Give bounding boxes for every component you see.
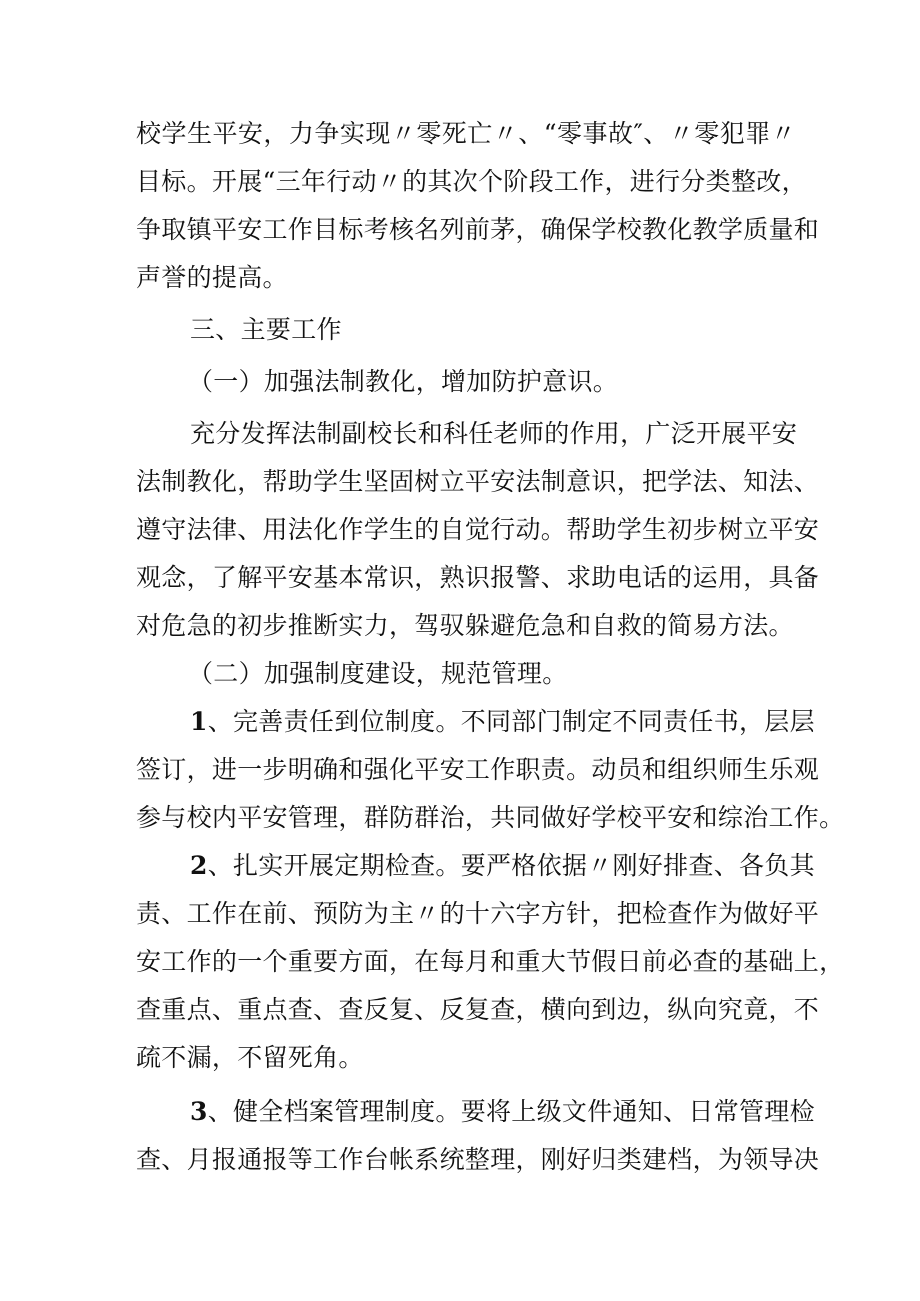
paragraph-line: 法制教化，帮助学生坚固树立平安法制意识，把学法、知法、 — [136, 467, 820, 496]
numbered-paragraph-line — [190, 1092, 815, 1132]
paragraph-line: 目标。开展“三年行动〃的其次个阶段工作，进行分类整改， — [136, 167, 807, 196]
item-text: 、扎实开展定期检查。要严格依据〃刚好排查、各负其 — [207, 851, 815, 880]
paragraph-line: 充分发挥法制副校长和科任老师的作用，广泛开展平安 — [190, 419, 798, 448]
item-number: 1 — [190, 707, 208, 736]
paragraph-line: 争取镇平安工作目标考核名列前茅，确保学校教化教学质量和 — [136, 215, 820, 244]
paragraph-line: 疏不漏，不留死角。 — [136, 1043, 364, 1072]
subsection-heading: （二）加强制度建设，规范管理。 — [188, 659, 568, 688]
paragraph-line: 对危急的初步推断实力，驾驭躲避危急和自救的简易方法。 — [136, 611, 794, 640]
paragraph-line: 参与校内平安管理，群防群治，共同做好学校平安和综治工作。 — [136, 803, 845, 832]
paragraph-line: 签订，进一步明确和强化平安工作职责。动员和组织师生乐观 — [136, 755, 820, 784]
paragraph-line: 观念，了解平安基本常识，熟识报警、求助电话的运用，具备 — [136, 563, 820, 592]
item-number: 2 — [190, 851, 208, 880]
item-text: 、健全档案管理制度。要将上级文件通知、日常管理检 — [207, 1097, 815, 1126]
paragraph-line: 声誉的提高。 — [136, 263, 288, 292]
section-heading: 三、主要工作 — [190, 315, 342, 344]
paragraph-line: 校学生平安，力争实现〃零死亡〃、“零事故″、〃零犯罪〃 — [136, 119, 796, 148]
paragraph-line: 查重点、重点查、查反复、反复查，横向到边，纵向究竟，不 — [136, 995, 820, 1024]
paragraph-line: 查、月报通报等工作台帐系统整理，刚好归类建档，为领导决 — [136, 1145, 820, 1174]
paragraph-line: 安工作的一个重要方面，在每月和重大节假日前必查的基础上， — [136, 947, 845, 976]
numbered-paragraph-line — [190, 702, 815, 742]
paragraph-line: 责、工作在前、预防为主〃的十六字方针，把检查作为做好平 — [136, 899, 820, 928]
item-number: 3 — [190, 1097, 208, 1126]
numbered-paragraph-line — [190, 846, 815, 886]
item-text: 、完善责任到位制度。不同部门制定不同责任书，层层 — [207, 707, 815, 736]
paragraph-line: 遵守法律、用法化作学生的自觉行动。帮助学生初步树立平安 — [136, 515, 820, 544]
subsection-heading: （一）加强法制教化，增加防护意识。 — [188, 367, 619, 396]
